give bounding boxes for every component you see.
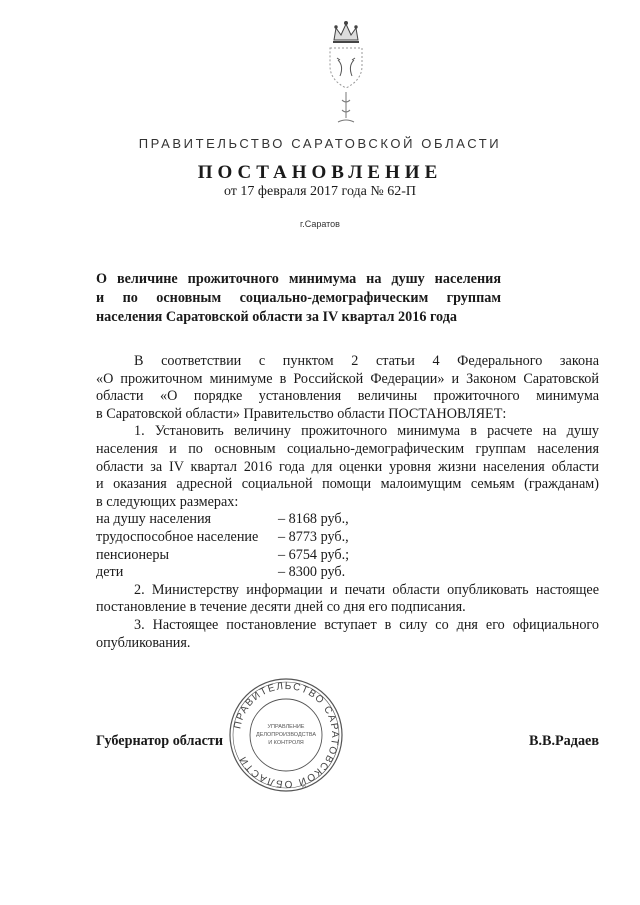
size-amount: – 8168 руб., xyxy=(278,511,349,528)
item-2-line: постановление в течение десяти дней со дня его подписания. xyxy=(96,599,466,616)
svg-text:УПРАВЛЕНИЕ: УПРАВЛЕНИЕ xyxy=(267,724,305,730)
svg-text:И КОНТРОЛЯ: И КОНТРОЛЯ xyxy=(268,740,304,746)
signatory-name: В.В.Радаев xyxy=(528,733,599,749)
signatory-position: Губернатор области xyxy=(96,733,224,749)
item-2-paragraph xyxy=(96,582,599,617)
item-3-line: 3. Настоящее постановление вступает в силу со дня его официального xyxy=(134,616,599,633)
item-3-paragraph xyxy=(96,617,599,652)
size-amount: – 6754 руб.; xyxy=(278,546,350,563)
size-category: трудоспособное население xyxy=(96,528,259,545)
list-item xyxy=(96,511,599,529)
document-city: г.Саратов xyxy=(300,219,340,229)
item-1-line: 1. Установить величину прожиточного минимума в расчете на душу xyxy=(134,423,599,440)
coat-of-arms-emblem xyxy=(318,18,374,126)
official-stamp xyxy=(227,676,345,794)
preamble-line: в Саратовской области» Правительство области ПОСТАНОВЛЯЕТ: xyxy=(96,405,507,422)
preamble-line: области «О порядке установления величины прожиточного минимума xyxy=(96,388,599,405)
subsistence-minimum-list xyxy=(96,511,599,581)
list-item xyxy=(96,529,599,547)
preamble-paragraph xyxy=(96,353,599,423)
title-line: О величине прожиточного минимума на душу населения xyxy=(96,271,501,287)
item-1-line: области за IV квартал 2016 года для оценки уровня жизни населения области xyxy=(96,458,599,475)
list-item xyxy=(96,547,599,565)
preamble-line: В соответствии с пунктом 2 статьи 4 Федерального закона xyxy=(134,353,599,369)
item-1-line: в следующих размерах: xyxy=(96,493,239,510)
title-line: и по основным социально-демографическим группам xyxy=(96,290,501,306)
size-category: дети xyxy=(96,564,124,581)
document-type-heading: ПОСТАНОВЛЕНИЕ xyxy=(197,162,443,183)
size-amount: – 8773 руб., xyxy=(278,528,349,545)
svg-text:ДЕЛОПРОИЗВОДСТВА: ДЕЛОПРОИЗВОДСТВА xyxy=(255,732,317,738)
item-1-line: населения и по основным социально-демографическим группам населения xyxy=(96,440,599,457)
title-line: населения Саратовской области за IV квартал 2016 года xyxy=(96,309,458,325)
document-title xyxy=(96,270,501,327)
svg-text:ПРАВИТЕЛЬСТВО САРАТОВСКОЙ ОБЛА: ПРАВИТЕЛЬСТВО САРАТОВСКОЙ ОБЛАСТИ xyxy=(232,680,341,790)
list-item xyxy=(96,564,599,582)
government-name: ПРАВИТЕЛЬСТВО САРАТОВСКОЙ ОБЛАСТИ xyxy=(138,136,502,151)
size-category: на душу населения xyxy=(96,511,212,528)
item-2-line: 2. Министерству информации и печати области опубликовать настоящее xyxy=(134,581,599,598)
preamble-line: «О прожиточном минимуме в Российской Федерации» и Законом Саратовской xyxy=(96,370,599,387)
item-1-paragraph xyxy=(96,423,599,581)
document-body xyxy=(96,353,599,652)
size-category: пенсионеры xyxy=(96,546,169,563)
item-3-line: опубликования. xyxy=(96,634,191,651)
document-date-number: от 17 февраля 2017 года № 62-П xyxy=(223,184,417,199)
item-1-line: и оказания адресной социальной помощи малоимущим семьям (гражданам) xyxy=(96,476,599,493)
size-amount: – 8300 руб. xyxy=(278,564,346,581)
